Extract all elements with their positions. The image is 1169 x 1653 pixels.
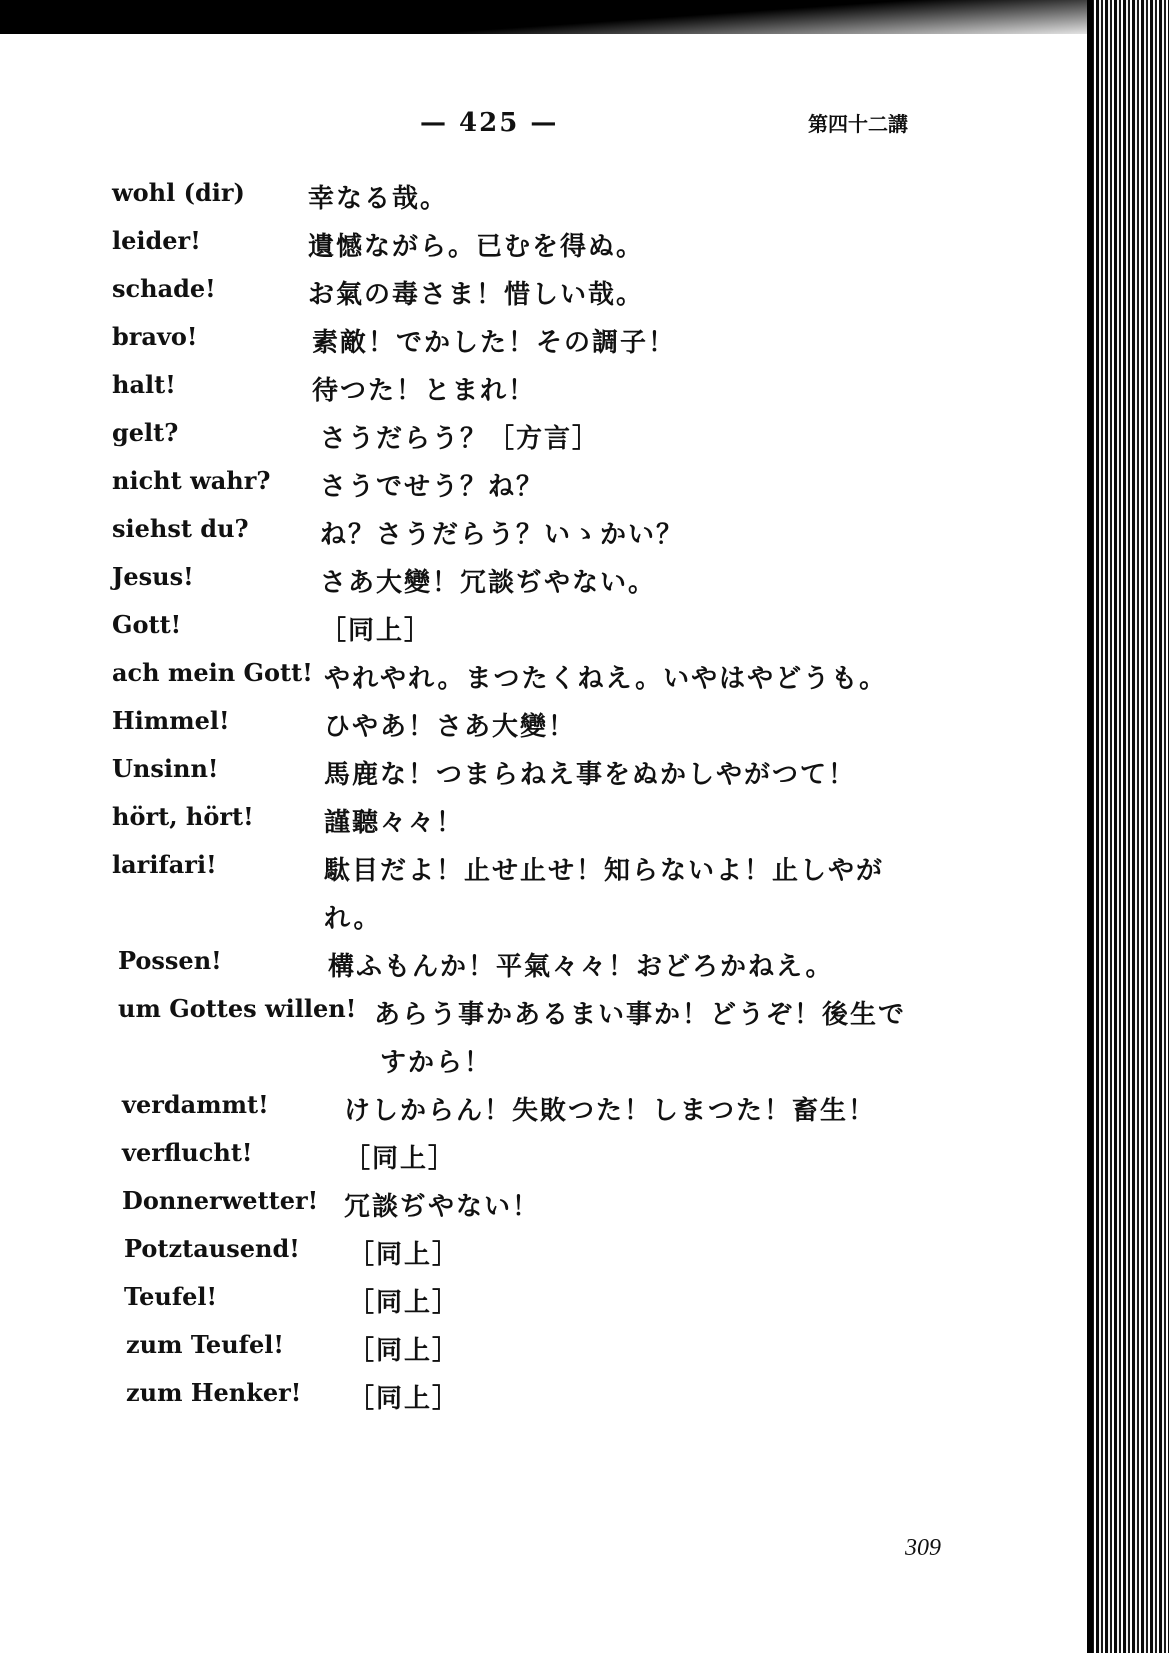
japanese-translation: さうだらう？［方言］ — [320, 424, 601, 454]
german-term: ach mein Gott! — [112, 658, 313, 687]
translation-continuation: れ。 — [324, 904, 382, 934]
german-term: nicht wahr? — [112, 466, 271, 495]
german-term: Possen! — [118, 946, 222, 975]
japanese-translation: 冗談ぢやない！ — [344, 1192, 541, 1222]
japanese-translation: 遺憾ながら。已むを得ぬ。 — [308, 232, 645, 262]
japanese-translation: お氣の毒さま！惜しい哉。 — [308, 280, 645, 310]
japanese-translation: ［同上］ — [348, 1288, 461, 1318]
german-term: halt! — [112, 370, 176, 399]
japanese-translation: 幸なる哉。 — [308, 184, 449, 214]
german-term: Jesus! — [112, 562, 194, 591]
chapter-title: 第四十二講 — [808, 112, 908, 136]
german-term: verflucht! — [122, 1138, 253, 1167]
german-term: gelt? — [112, 418, 179, 447]
german-term: wohl (dir) — [112, 178, 245, 207]
book-page-edges — [1087, 0, 1169, 1653]
japanese-translation: やれやれ。まつたくねえ。いやはやどうも。 — [324, 664, 888, 694]
japanese-translation: 待つた！とまれ！ — [312, 376, 537, 406]
japanese-translation: ［同上］ — [344, 1144, 457, 1174]
japanese-translation: ね？さうだらう？いゝかい？ — [320, 520, 685, 550]
german-term: Teufel! — [124, 1282, 218, 1311]
japanese-translation: 駄目だよ！止せ止せ！知らないよ！止しやが — [324, 856, 885, 886]
german-term: um Gottes willen! — [118, 994, 357, 1023]
japanese-translation: ［同上］ — [348, 1240, 461, 1270]
japanese-translation: 素敵！でかした！その調子！ — [312, 328, 677, 358]
german-term: verdammt! — [122, 1090, 269, 1119]
german-term: hört, hört! — [112, 802, 254, 831]
german-term: bravo! — [112, 322, 198, 351]
german-term: Potztausend! — [124, 1234, 300, 1263]
japanese-translation: けしからん！失敗つた！しまつた！畜生！ — [344, 1096, 877, 1126]
german-term: Donnerwetter! — [122, 1186, 319, 1215]
german-term: larifari! — [112, 850, 217, 879]
japanese-translation: さあ大變！冗談ぢやない。 — [320, 568, 657, 598]
german-term: zum Henker! — [126, 1378, 302, 1407]
japanese-translation: ［同上］ — [348, 1336, 461, 1366]
german-term: siehst du? — [112, 514, 249, 543]
page-number-header: — 425 — — [420, 108, 559, 138]
german-term: zum Teufel! — [126, 1330, 284, 1359]
japanese-translation: 構ふもんか！平氣々々！おどろかねえ。 — [328, 952, 834, 982]
german-term: Unsinn! — [112, 754, 219, 783]
japanese-translation: 馬鹿な！つまらねえ事をぬかしやがつて！ — [324, 760, 857, 790]
japanese-translation: ［同上］ — [320, 616, 433, 646]
german-term: leider! — [112, 226, 201, 255]
japanese-translation: さうでせう？ね？ — [320, 472, 545, 502]
scan-top-edge — [0, 0, 1169, 34]
japanese-translation: ［同上］ — [348, 1384, 461, 1414]
japanese-translation: あらう事かあるまい事か！どうぞ！後生で — [374, 1000, 907, 1030]
german-term: Gott! — [112, 610, 182, 639]
translation-continuation: すから！ — [380, 1048, 493, 1078]
japanese-translation: ひやあ！さあ大變！ — [324, 712, 577, 742]
german-term: schade! — [112, 274, 216, 303]
folio-number: 309 — [905, 1535, 941, 1561]
japanese-translation: 謹聽々々！ — [324, 808, 465, 838]
german-term: Himmel! — [112, 706, 230, 735]
